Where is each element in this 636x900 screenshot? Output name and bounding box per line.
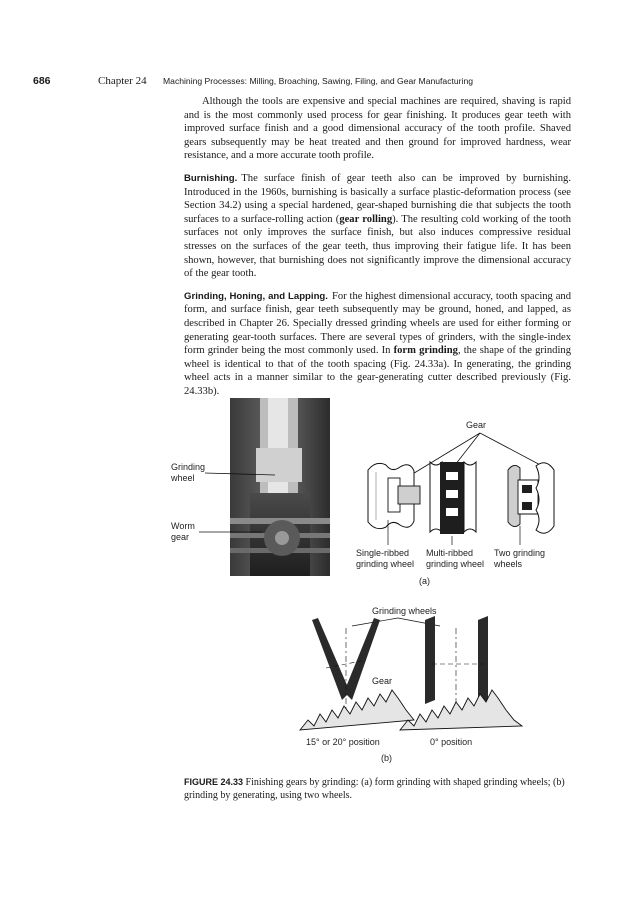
label-angle-position: 15° or 20° position: [306, 737, 380, 747]
page-number: 686: [33, 75, 51, 87]
burnishing-text-2: ). The resulting cold working of the tooth surfaces not only improves the surface finish, but also induces compressive residual stresses on the surfaces of the gear teeth, thus improving their fatigue life. It has been shown, however, that burnishing does not significantly improve the dimensional accuracy of the gear tooth.: [184, 213, 571, 280]
label-multi-ribbed: Multi-ribbed: [426, 548, 474, 558]
label-single-ribbed: Single-ribbed: [356, 548, 410, 558]
label-wheel: wheel: [171, 473, 195, 483]
keyword-form-grinding: form grinding: [393, 345, 458, 357]
grinding-text-1: For the highest dimensional accuracy, tooth spacing and form, and surface finish, gear teeth subsequently may be ground, honed, and lapped, as described in Chapter 26. Specially dressed grinding wheels are used for either forming or generating gear-tooth surfaces. There are several types of grinders, with the single-index form grinder being the most commonly used. In: [184, 290, 571, 357]
running-title: Machining Processes: Milling, Broaching, Sawing, Filing, and Gear Manufacturing: [163, 76, 474, 86]
heading-burnishing: Burnishing.: [184, 172, 238, 184]
label-gear-b: Gear: [372, 676, 393, 686]
label-gear-worm: gear: [171, 532, 190, 542]
caption-label: FIGURE 24.33: [184, 777, 244, 787]
label-part-a: (a): [419, 576, 430, 586]
label-grinding-wheels: Grinding wheels: [372, 606, 437, 616]
label-gear-a: Gear: [466, 420, 487, 430]
paragraph-shaving: Although the tools are expensive and special machines are required, shaving is rapid and is the most commonly used process for gear finishing. It produces gear teeth with improved surface finish and a good dimensional accuracy of the tooth profile. Shaved gears subsequently may be heat treated and then ground for improved hardness, wear resistance, and a more accurate tooth profile.: [184, 96, 571, 162]
label-grinding: Grinding: [171, 462, 206, 472]
figure-caption: [184, 776, 574, 802]
heading-grinding: Grinding, Honing, and Lapping.: [184, 290, 328, 302]
gear-right: [400, 690, 522, 730]
label-single-ribbed-2: grinding wheel: [356, 559, 415, 569]
burnishing-text-1: The surface finish of gear teeth also can be improved by burnishing. Introduced in the 1960s, burnishing is basically a surface plastic-deformation process (see Section 34.2) using a special hardened, gear-shaped burnishing die that subjects the tooth surfaces to a surface-rolling action (: [184, 172, 571, 225]
gear-single-ribbed: [368, 463, 420, 528]
gear-left: [300, 690, 414, 730]
label-multi-ribbed-2: grinding wheel: [426, 559, 485, 569]
gear-multi-ribbed: [430, 462, 476, 534]
caption-text: Finishing gears by grinding: (a) form grinding with shaped grinding wheels; (b) grinding by generating, using two wheels.: [184, 777, 565, 801]
gear-two-wheels: [508, 463, 554, 533]
label-part-b: (b): [381, 753, 392, 763]
keyword-gear-rolling: gear rolling: [339, 213, 393, 225]
label-two-grinding-2: wheels: [494, 559, 523, 569]
chapter-label: Chapter 24: [98, 75, 147, 87]
label-zero-position: 0° position: [430, 737, 473, 747]
label-worm: Worm: [171, 521, 195, 531]
label-two-grinding: Two grinding: [494, 548, 546, 558]
grinding-text-2: , the shape of the grinding wheel is identical to that of the tooth spacing (Fig. 24.33a). In generating, the grinding wheel acts in a manner similar to the gear-generating cutter described previously (Fig. 24.33b).: [184, 345, 572, 397]
